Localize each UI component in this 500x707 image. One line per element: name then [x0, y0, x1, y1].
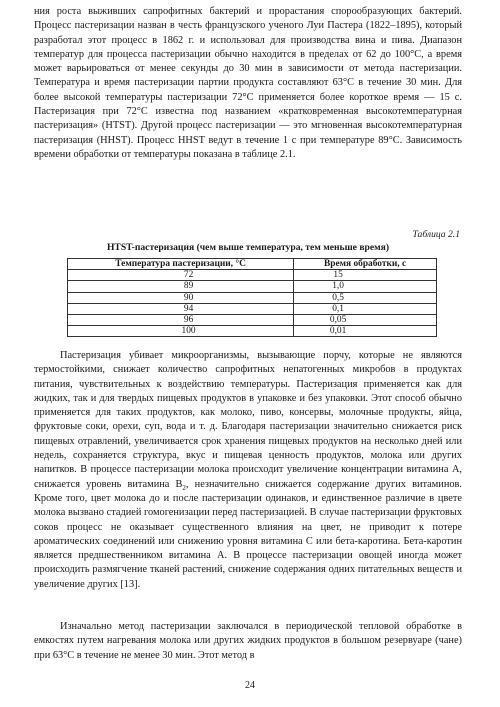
- header-temperature: Температура пастеризации, °С: [68, 259, 294, 270]
- table-header-row: [68, 259, 437, 270]
- cell-temperature: 89: [68, 281, 294, 292]
- page-number: 24: [245, 680, 255, 691]
- paragraph-effects: [34, 349, 462, 592]
- paragraph-intro: ния роста выживших сапрофитных бактерий и прорастания спорообразующих бактерий. Процесс пастеризации назван в честь французского ученого Луи Пастера (1822–1895), который разработал этот процесс в 1862 г. и использовал для производства вина и пива. Диапазон температур для процесса пастеризации обычно находится в пределах от 62 до 100°C, а время может варьироваться от менее секунды до 30 мин в зависимости от метода пастеризации. Температура и время пастеризации партии продукта составляют 63°C в течение 30 мин. Для более высокой температуры пастеризации 72°C применяется более короткое время — 15 с. Пастеризация при 72°C известна под названием «кратковременная высокотемпературная пастеризация» (HTST). Другой процесс пастеризации — это мгновенная высокотемпературная пастеризация (HHST). Процесс HHST ведут в течение 1 с при температуре 89°C. Зависимость времени обработки от температуры показана в таблице 2.1.: [34, 6, 462, 160]
- table-row: [68, 326, 437, 337]
- cell-temperature: 94: [68, 303, 294, 314]
- table-row: [68, 314, 437, 325]
- paragraph-method: Изначально метод пастеризации заключался в периодической тепловой обработке в емкостях путем нагревания молока или других жидких продуктов в большом резервуаре (чане) при 63°C в течение не менее 30 мин. Этот метод в: [34, 621, 462, 661]
- cell-time: 0,01: [294, 326, 437, 337]
- table-row: [68, 281, 437, 292]
- paragraph-effects-part1: Пастеризация убивает микроорганизмы, вызывающие порчу, которые не являются термостойкими, снижает количество сапрофитных непатогенных микробов в продуктах питания, чувствительных к воздействию температуры. Пастеризация применяется как для жидких, так и для твердых пищевых продуктов в упаковке и без упаковки. Этот способ обычно применяется для таких продуктов, как молоко, пиво, консервы, молочные продукты, яйца, фруктовые соки, орехи, суп, вода и т. д. Благодаря пастеризации значительно снижается риск пищевых отравлений, увеличивается срок хранения пищевых продуктов на несколько дней или недель, сохраняется структура, вкус и пищевая ценность продуктов, молока или других напитков. В процессе пастеризации молока происходит увеличение концентрации витамина А, снижается уровень витамина B: [34, 350, 462, 490]
- cell-time: 1,0: [294, 281, 437, 292]
- cell-temperature: 96: [68, 314, 294, 325]
- cell-temperature: 90: [68, 292, 294, 303]
- cell-time: 0,5: [294, 292, 437, 303]
- cell-time: 15: [294, 270, 437, 281]
- cell-time: 0,05: [294, 314, 437, 325]
- table-row: [68, 303, 437, 314]
- vitamin-subscript: 2: [182, 483, 186, 492]
- table-title: HTST-пастеризация (чем выше температура, тем меньше время): [106, 242, 390, 253]
- paragraph-effects-part2: , незначительно снижается содержание других витаминов. Кроме того, цвет молока до и после пастеризации одинаков, и единственное различие в цвете молока вызвано стадией гомогенизации перед пастеризацией. В случае пастеризации фруктовых соков процесс не оказывает существенного влияния на цвет, не приводит к потере ароматических соединений или снижению уровня витамина С или бета-каротина. Бета-каротин является предшественником витамина А. В процессе пастеризации овощей иногда может происходить размягчение тканей растений, снижение содержания одних питательных веществ и увеличение других [13].: [34, 478, 462, 590]
- table-row: [68, 270, 437, 281]
- table-row: [68, 292, 437, 303]
- cell-temperature: 100: [68, 326, 294, 337]
- pasteurization-table: [67, 258, 437, 337]
- header-time: Время обработки, с: [294, 259, 437, 270]
- cell-time: 0,1: [294, 303, 437, 314]
- table-caption: Таблица 2.1: [412, 229, 460, 240]
- cell-temperature: 72: [68, 270, 294, 281]
